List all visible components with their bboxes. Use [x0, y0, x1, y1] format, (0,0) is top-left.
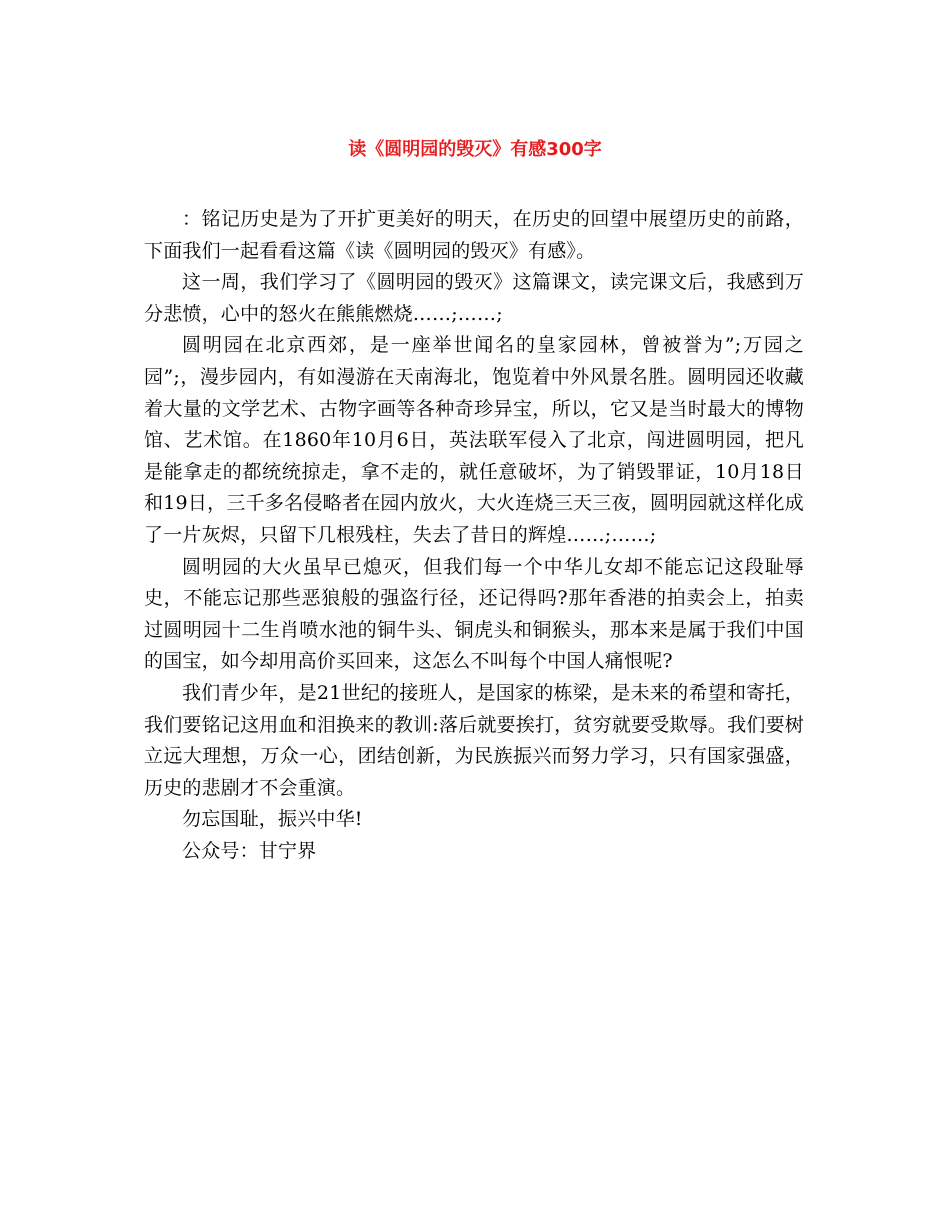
document-body [144, 204, 804, 867]
paragraph-intro: ：铭记历史是为了开扩更美好的明天，在历史的回望中展望历史的前路，下面我们一起看看这篇《读《圆明园的毁灭》有感》。 [144, 208, 804, 262]
document-title: 读《圆明园的毁灭》有感300字 [348, 139, 602, 160]
paragraph-youth: 我们青少年，是21世纪的接班人，是国家的栋梁，是未来的希望和寄托，我们要铭记这用血和泪换来的教训:落后就要挨打，贫穷就要受欺辱。我们要树立远大理想，万众一心，团结创新，为民族振兴而努力学习，只有国家强盛，历史的悲剧才不会重演。 [144, 681, 804, 799]
paragraph-remembrance: 圆明园的大火虽早已熄灭，但我们每一个中华儿女却不能忘记这段耻辱史，不能忘记那些恶狼般的强盗行径，还记得吗?那年香港的拍卖会上，拍卖过圆明园十二生肖喷水池的铜牛头、铜虎头和铜猴头，那本来是属于我们中国的国宝，如今却用高价买回来，这怎么不叫每个中国人痛恨呢? [144, 555, 804, 673]
paragraph-history: 圆明园在北京西郊，是一座举世闻名的皇家园林，曾被誉为”;万园之园”;，漫步园内，有如漫游在天南海北，饱览着中外风景名胜。圆明园还收藏着大量的文学艺术、古物字画等各种奇珍异宝，所以，它又是当时最大的博物馆、艺术馆。在1860年10月6日，英法联军侵入了北京，闯进圆明园，把凡是能拿走的都统统掠走，拿不走的，就任意破坏，为了销毁罪证，10月18日和19日，三千多名侵略者在园内放火，大火连烧三天三夜，圆明园就这样化成了一片灰烬，只留下几根残柱，失去了昔日的辉煌……;……; [144, 334, 804, 546]
paragraph-reading-feeling: 这一周，我们学习了《圆明园的毁灭》这篇课文，读完课文后，我感到万分悲愤，心中的怒火在熊熊燃烧……;……; [144, 271, 804, 325]
paragraph-slogan: 勿忘国耻，振兴中华! [182, 808, 363, 831]
paragraph-account: 公众号：甘宁界 [182, 839, 317, 862]
